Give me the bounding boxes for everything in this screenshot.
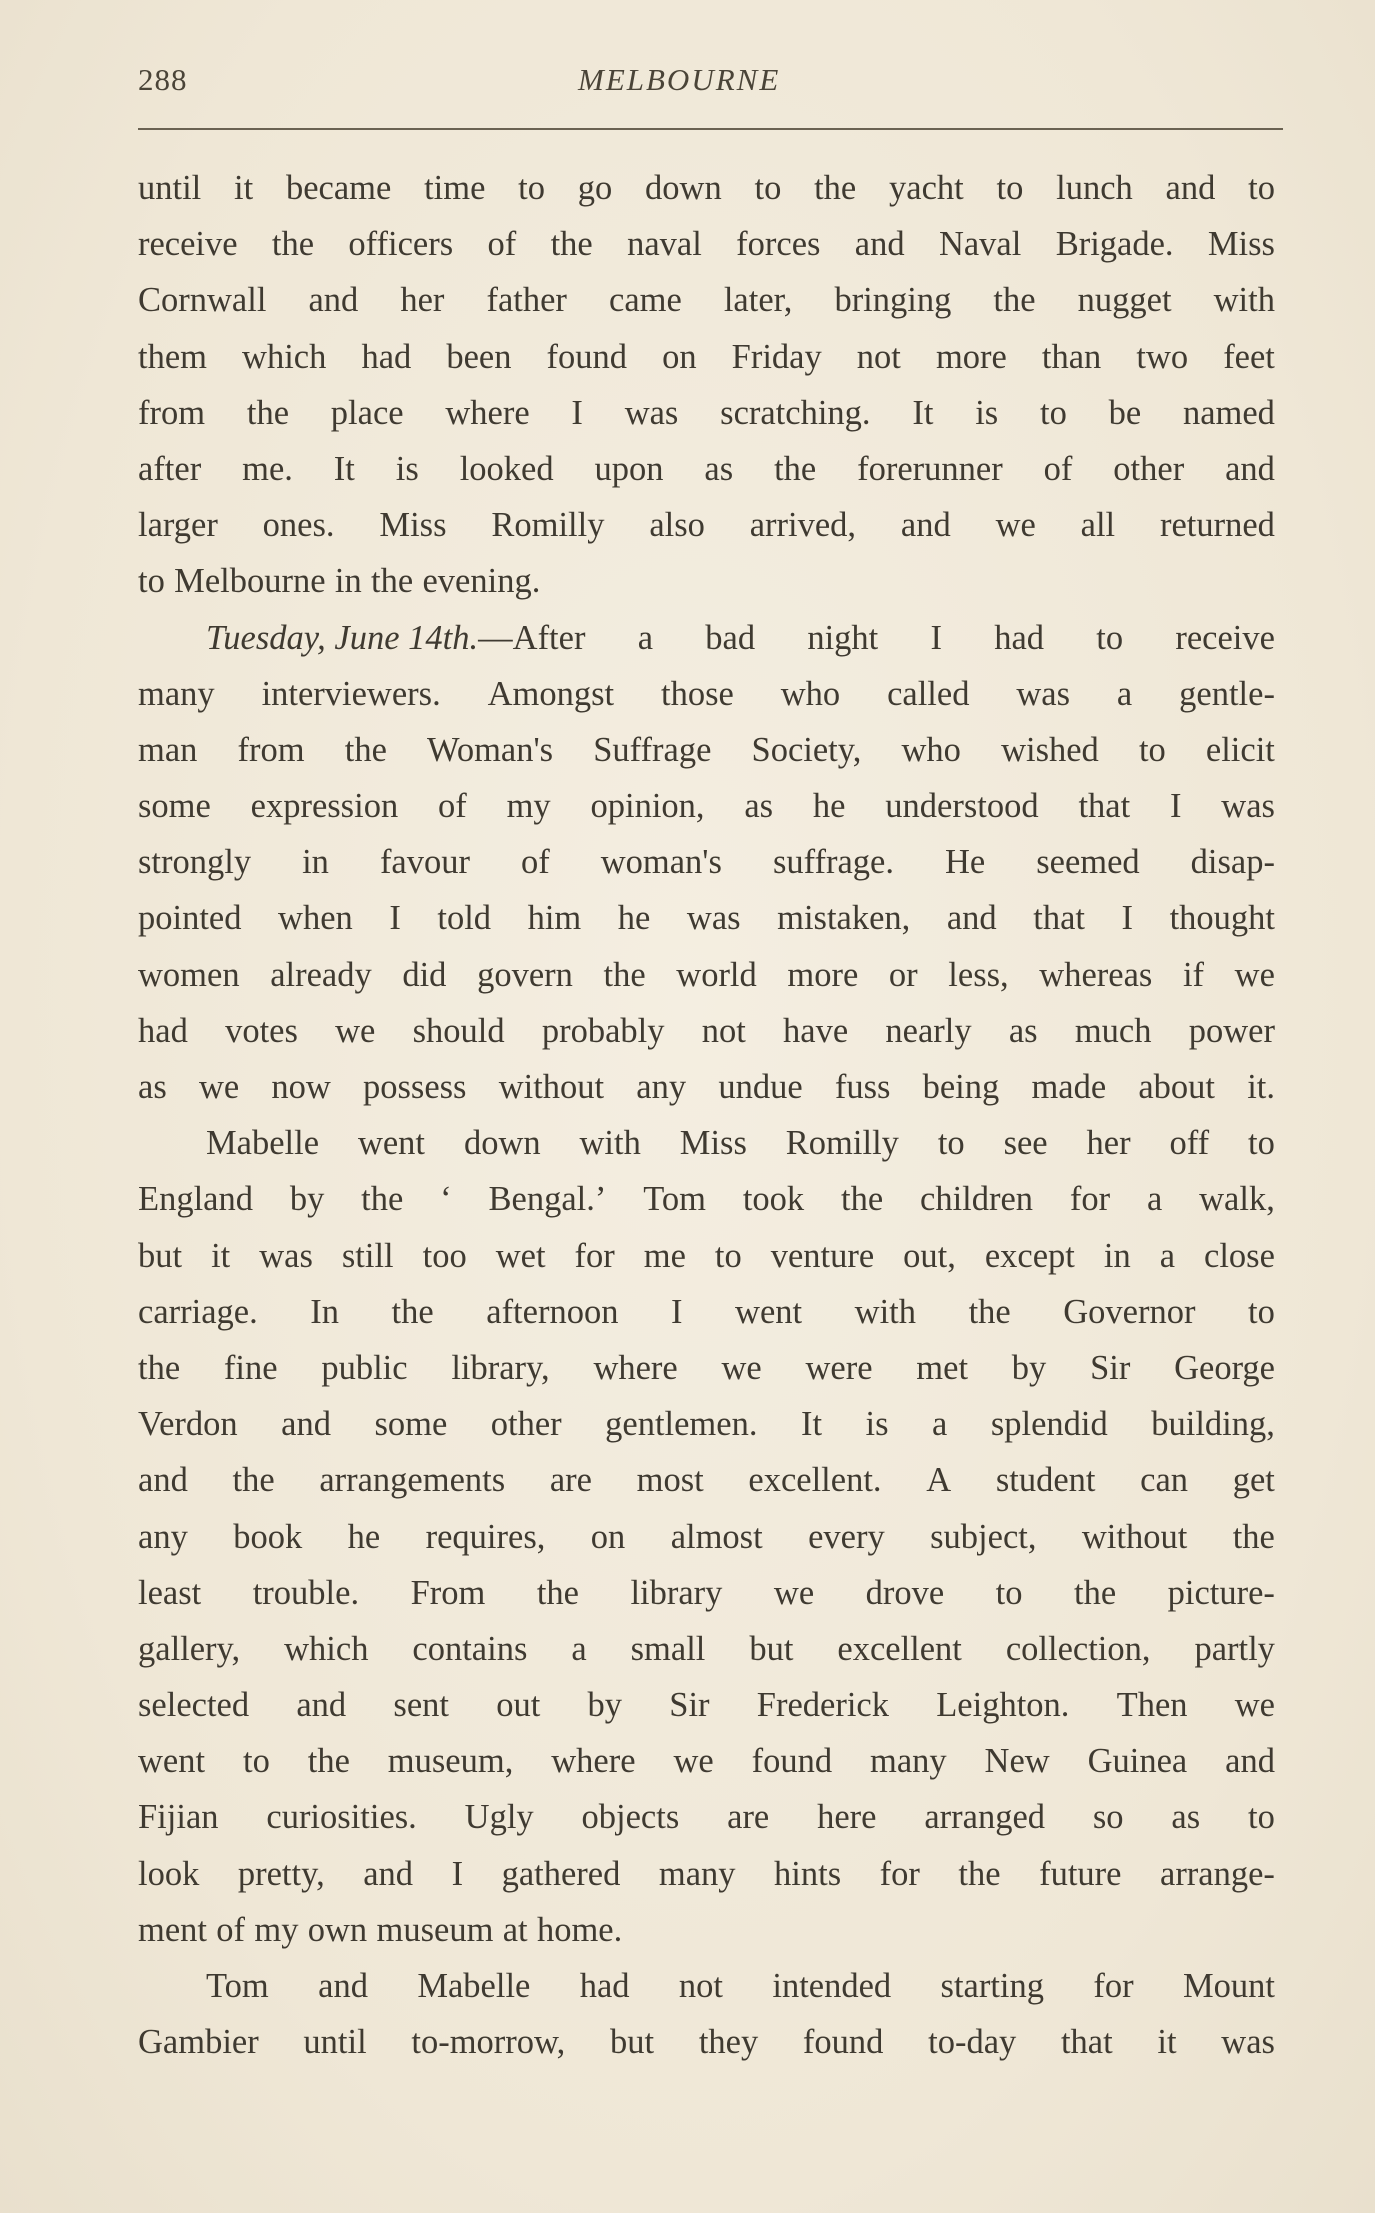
running-title: MELBOURNE xyxy=(578,62,781,97)
text-line: receive the officers of the naval forces and Naval Brigade. Miss xyxy=(138,225,1275,264)
text-line: look pretty, and I gathered many hints for the future arrange- xyxy=(138,1854,1275,1893)
running-head xyxy=(138,62,1283,106)
text-line: from the place where I was scratching. It is to be named xyxy=(138,393,1275,432)
text-line: the fine public library, where we were met by Sir George xyxy=(138,1348,1275,1387)
text-line: went to the museum, where we found many New Guinea and xyxy=(138,1742,1275,1781)
text-line: least trouble. From the library we drove to the picture- xyxy=(138,1573,1275,1612)
text-line: as we now possess without any undue fuss being made about it. xyxy=(138,1068,1275,1106)
text-line: until it became time to go down to the yacht to lunch and to xyxy=(138,169,1275,207)
text-line: and the arrangements are most excellent. A student can get xyxy=(138,1461,1275,1500)
text-line: Gambier until to-morrow, but they found to-day that it was xyxy=(138,2023,1275,2062)
text-line: but it was still too wet for me to venture out, except in a close xyxy=(138,1236,1275,1275)
text-line: them which had been found on Friday not more than two feet xyxy=(138,337,1275,376)
text-line: larger ones. Miss Romilly also arrived, and we all returned xyxy=(138,506,1275,545)
text-line: selected and sent out by Sir Frederick Leighton. Then we xyxy=(138,1686,1275,1725)
text-line: pointed when I told him he was mistaken, and that I thought xyxy=(138,899,1275,938)
text-line: strongly in favour of woman's suffrage. He seemed disap- xyxy=(138,843,1275,882)
text-line: any book he requires, on almost every subject, without the xyxy=(138,1517,1275,1556)
text-line: Cornwall and her father came later, bringing the nugget with xyxy=(138,281,1275,320)
text-line: carriage. In the afternoon I went with the Governor to xyxy=(138,1292,1275,1331)
text-line: gallery, which contains a small but excellent collection, partly xyxy=(138,1629,1275,1668)
text-line: after me. It is looked upon as the forerunner of other and xyxy=(138,449,1275,488)
text-line: Tuesday, June 14th.—After a bad night I had to receive xyxy=(206,618,1275,657)
header-rule xyxy=(138,128,1283,130)
text-line: man from the Woman's Suffrage Society, who wished to elicit xyxy=(138,730,1275,769)
text-line: Fijian curiosities. Ugly objects are here arranged so as to xyxy=(138,1798,1275,1837)
text-line: had votes we should probably not have nearly as much power xyxy=(138,1011,1275,1050)
text-line: to Melbourne in the evening. xyxy=(138,562,541,601)
text-line: many interviewers. Amongst those who called was a gentle- xyxy=(138,674,1275,713)
page-number: 288 xyxy=(138,62,188,97)
text-line: Verdon and some other gentlemen. It is a splendid building, xyxy=(138,1405,1275,1444)
text-line: Tom and Mabelle had not intended starting for Mount xyxy=(206,1967,1275,2005)
text-line: some expression of my opinion, as he understood that I was xyxy=(138,787,1275,826)
text-line: ment of my own museum at home. xyxy=(138,1910,623,1949)
text-line: women already did govern the world more or less, whereas if we xyxy=(138,955,1275,994)
text-line: Mabelle went down with Miss Romilly to see her off to xyxy=(206,1124,1275,1163)
dateline: Tuesday, June 14th. xyxy=(206,618,479,657)
body-text xyxy=(138,160,1275,2070)
text-line: England by the ‘ Bengal.’ Tom took the children for a walk, xyxy=(138,1180,1275,1219)
